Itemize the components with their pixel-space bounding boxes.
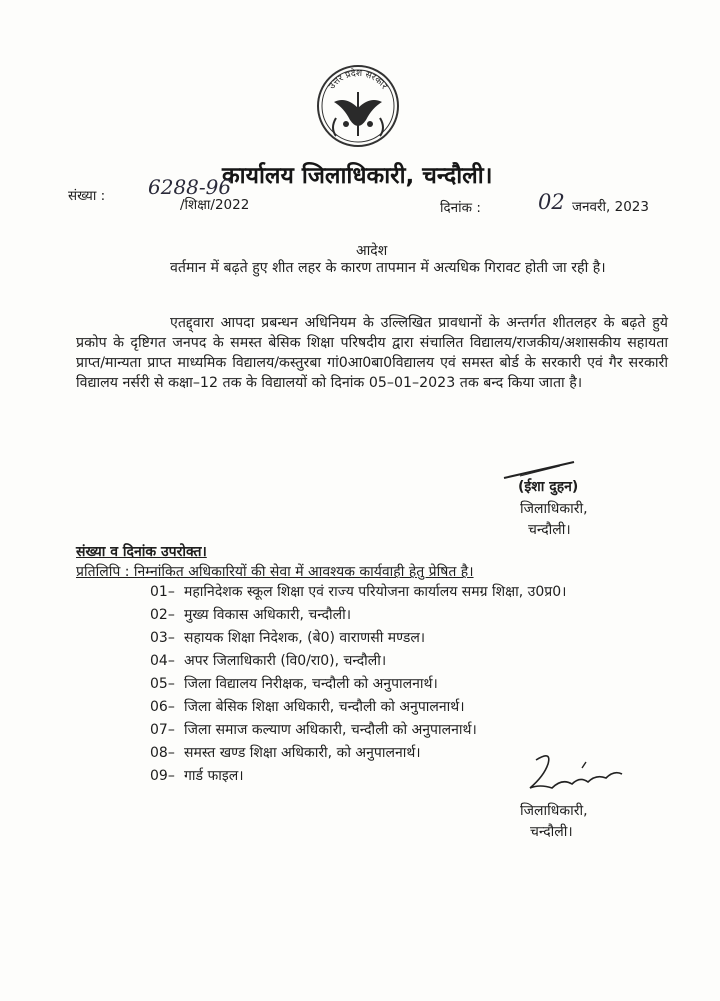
office-title: कार्यालय जिलाधिकारी, चन्दौली।	[222, 163, 493, 189]
list-item: 04– अपर जिलाधिकारी (वि0/रा0), चन्दौली।	[150, 653, 387, 669]
list-item: 08– समस्त खण्ड शिक्षा अधिकारी, को अनुपालनार्थ।	[150, 745, 421, 761]
date-label: दिनांक :	[440, 200, 481, 216]
date-day-handwritten: 02	[538, 190, 565, 214]
signatory-district: चन्दौली।	[528, 522, 571, 538]
svg-text:उत्तर प्रदेश सरकार	[327, 67, 389, 92]
signatory-designation: जिलाधिकारी,	[520, 501, 588, 517]
order-paragraph-2: एतद्द्वारा आपदा प्रबन्धन अधिनियम के उल्लिखित प्रावधानों के अन्तर्गत शीतलहर के बढ़ते हुये प्रकोप के दृष्टिगत जनपद के समस्त बेसिक शिक्षा परिषदीय द्वारा संचालित विद्यालय/राजकीय/अशासकीय सहायता प्राप्त/मान्यता प्राप्त माध्यमिक विद्यालय/कस्तुरबा गां0आ0बा0विद्यालय एवं समस्त बोर्ड के सरकारी एवं गैर सरकारी विद्यालय नर्सरी से कक्षा–12 तक के विद्यालयों को दिनांक 05–01–2023 तक बन्द किया जाता है।	[76, 315, 668, 391]
reference-label: संख्या :	[68, 188, 106, 204]
reference-number-handwritten: 6288-96	[148, 175, 232, 199]
list-item: 06– जिला बेसिक शिक्षा अधिकारी, चन्दौली को अनुपालनार्थ।	[150, 699, 465, 715]
date-month-year: जनवरी, 2023	[572, 199, 649, 215]
list-item: 01– महानिदेशक स्कूल शिक्षा एवं राज्य परियोजना कार्यालय समग्र शिक्षा, उ0प्र0।	[150, 584, 567, 600]
signatory-designation-2: जिलाधिकारी,	[520, 803, 588, 819]
list-item: 09– गार्ड फाइल।	[150, 768, 244, 784]
list-item: 07– जिला समाज कल्याण अधिकारी, चन्दौली को अनुपालनार्थ।	[150, 722, 477, 738]
order-paragraph-1: वर्तमान में बढ़ते हुए शीत लहर के कारण तापमान में अत्यधिक गिरावट होती जा रही है।	[170, 260, 606, 276]
signature-scribble-2	[522, 748, 634, 804]
emblem-text: उत्तर प्रदेश सरकार	[327, 68, 389, 92]
signatory-district-2: चन्दौली।	[530, 824, 573, 840]
order-heading: आदेश	[356, 243, 388, 259]
signatory-name: (ईशा दुहन)	[518, 479, 579, 495]
reference-note: संख्या व दिनांक उपरोक्त।	[76, 544, 207, 560]
list-item: 03– सहायक शिक्षा निदेशक, (बे0) वाराणसी मण्डल।	[150, 630, 426, 646]
up-government-emblem-icon	[306, 62, 410, 148]
copy-recipient-list	[150, 582, 566, 789]
reference-suffix: /शिक्षा/2022	[180, 197, 250, 213]
list-item: 05– जिला विद्यालय निरीक्षक, चन्दौली को अनुपालनार्थ।	[150, 676, 438, 692]
copy-intro: प्रतिलिपि : निम्नांकित अधिकारियों की सेवा में आवश्यक कार्यवाही हेतु प्रेषित है।	[76, 564, 474, 580]
list-item: 02– मुख्य विकास अधिकारी, चन्दौली।	[150, 607, 352, 623]
